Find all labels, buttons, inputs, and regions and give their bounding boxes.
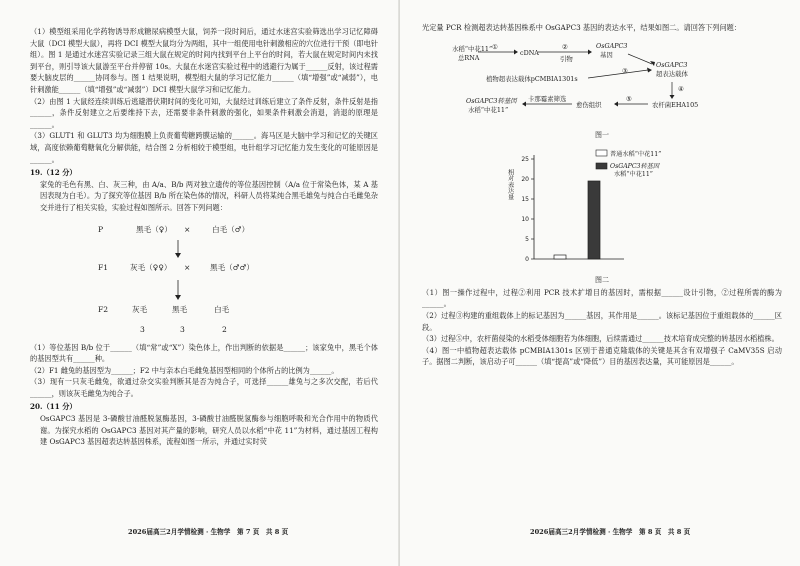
cross-p-female: 黑毛（♀）: [136, 224, 172, 234]
page-7-content: [30, 26, 378, 448]
q20-part4: （4）图一中植物超表达载体 pCMBIA1301s 区别于普通克隆载体的关键是其含有双增强子 CaMV35S 启动子。据图二判断，该启动子可______（填“提高”或“降低”）目的基因表达量，其可能原因是______。: [422, 345, 782, 367]
cross-f1-female: 灰毛（♀♀）: [130, 262, 172, 272]
q18-part2: （2）由图 1 大鼠经连续训练后逃避潜伏期时间的变化可知，大鼠经过训练后建立了条件反射，条件反射是指______，条件反射建立之后要维持下去，还需要非条件刺激的强化，如果条件刺激会消退，消退的原理是______。: [30, 96, 378, 129]
cross-f1-label: F1: [98, 262, 109, 272]
cross-f2-black: 黑毛: [172, 304, 188, 314]
cross-p-label: P: [98, 224, 104, 234]
flow-node-callus: 愈伤组织: [576, 100, 602, 109]
q20-continued: 光定量 PCR 检测超表达转基因株系中 OsGAPC3 基因的表达水平，结果如图二。请回答下列问题：: [422, 23, 742, 32]
q20-intro: OsGAPC3 基因是 3-磷酸甘油醛脱氢酶基因，3-磷酸甘油醛脱氢酶参与细胞呼吸和光合作用中的物质代谢。为探究水稻的 OsGAPC3 基因对其产量的影响，研究人员以水稻“中花 11”为材料，通过基因工程构建 OsGAPC3 基因超表达转基因株系，流程如图一所示，并通过实时荧: [40, 414, 378, 447]
legend-label-transgenic-b: 水稻“中花11”: [614, 171, 653, 179]
flow-node-vector: 植物超表达载体pCMBIA1301s: [486, 74, 578, 83]
flow-step-4: ④: [678, 84, 684, 93]
q18-part1: （1）模型组采用化学药物诱导形成糖尿病模型大鼠，饲养一段时间后，通过水迷宫实验筛选出学习记忆障碍大鼠（DCI 模型大鼠），再将 DCI 模型大鼠均分为两组，其中一组使用电针刺激相应的穴位进行干预（即电针组）。图 1 是通过水迷宫实验记录三组大鼠在规定的时间内找到平台上平台的时间，若大鼠在规定时间内未找到平台，则引导该大鼠游至平台并停留 10s。大鼠在水迷宫实验过程中的逃避行为属于______反射，该过程需要大脑皮层的______协同参与。图 1 结果说明，模型组大鼠的学习记忆能力______（填“增强”或“减弱”），电针刺激能______（填“增强”或“减弱”）DCI 模型大鼠学习和记忆能力。: [30, 27, 378, 94]
cross-lines: [30, 220, 378, 338]
flow-primer: 引物: [560, 54, 573, 63]
page-7-footer: 2026届高三2月学情检测 · 生物学 第 7 页 共 8 页: [128, 528, 289, 536]
flow-node-gene-b: 基因: [600, 50, 613, 59]
q20-part3: （3）过程⑤中，农杆菌侵染的水稻受体细胞若为体细胞，后续需通过______技术培育成完整的转基因水稻植株。: [422, 334, 779, 344]
cross-ratio-grey: 3: [140, 324, 145, 334]
cross-ratio-black: 3: [180, 324, 185, 334]
cross-f2-grey: 灰毛: [132, 304, 148, 314]
cross-ratio-white: 2: [222, 324, 227, 334]
bar-chart-figure-2: [422, 143, 782, 275]
chart-canvas: [422, 143, 782, 275]
bar-transgenic-rice: [588, 181, 600, 259]
cross-f1-times: ×: [184, 262, 191, 272]
legend-swatch-transgenic: [596, 163, 607, 169]
flow-node-agro: 农杆菌EHA105: [652, 100, 699, 109]
chart-y-tick-label: 15: [521, 196, 529, 204]
q18-part3: （3）GLUT1 和 GLUT3 均为细胞膜上负责葡萄糖跨膜运输的______。海马区是大脑中学习和记忆的关键区域，高度依赖葡萄糖氧化分解供能，结合图 2 分析相较于模型组，电针组学习记忆能力发生变化的可能原因是______。: [30, 131, 378, 164]
genetic-cross-diagram: [30, 220, 378, 338]
bar-normal-rice: [554, 255, 566, 259]
figure-1-caption: 图一: [595, 130, 609, 139]
flow-node-rice: 水稻“中花11”: [452, 44, 493, 53]
chart-ylabel: 相对表达量: [506, 169, 514, 201]
flow-step-1: ①: [492, 42, 498, 51]
flow-node-transgenic-b: 水稻“中花11”: [468, 105, 509, 114]
chart-y-tick-label: 10: [521, 216, 529, 224]
chart-y-tick-label: 0: [525, 256, 529, 264]
q20-part1: （1）图一操作过程中，过程②利用 PCR 技术扩增目的基因时，需根据______设计引物，②过程所需的酶为______。: [422, 287, 782, 309]
figure-2-caption: 图二: [595, 276, 609, 285]
chart-y-tick-label: 25: [521, 156, 529, 164]
q19-part2: （2）F1 雌兔的基因型为______；F2 中与亲本白毛雌兔基因型相同的个体所占的比例为______。: [30, 365, 339, 375]
legend-swatch-normal: [596, 150, 607, 156]
flow-selection: 卡那霉素筛选: [528, 94, 567, 103]
page-8: [400, 0, 800, 566]
q19-part1: （1）等位基因 B/b 位于______（填“常”或“X”）染色体上，作出判断的依据是______；该家兔中，黑毛个体的基因型共有______种。: [30, 342, 378, 364]
chart-y-tick-label: 5: [525, 236, 529, 244]
q20-part2: （2）过程③构建的重组载体上的标记基因为______基因，其作用是______。该标记基因位于重组载体的______区段。: [422, 310, 782, 332]
flow-node-construct: OsGAPC3: [656, 60, 688, 69]
cross-f1-male: 黑毛（♂♂）: [210, 262, 254, 272]
flow-step-3: ③: [622, 66, 628, 75]
flow-node-rna: 总RNA: [458, 53, 480, 62]
flow-step-2: ②: [562, 42, 568, 51]
q19-intro: 家兔的毛色有黑、白、灰三种，由 A/a、B/b 两对独立遗传的等位基因控制（A/a 位于常染色体，某 A 基因表现为白毛）。为了探究等位基因 B/b 所在染色体的情况，科研人员将某纯合黑毛雄兔与纯合白毛雌兔杂交并进行了相关实验，实验过程如图所示。回答下列问题：: [40, 179, 378, 212]
legend-label-transgenic: OsGAPC3转基因: [610, 163, 660, 171]
flow-node-gene: OsGAPC3: [596, 41, 628, 50]
q19-part3: （3）现有一只灰毛雌兔，欲通过杂交实验判断其是否为纯合子，可选择______雄兔与之多次交配，若后代______，则该灰毛雌兔为纯合子。: [30, 377, 378, 398]
chart-y-tick-label: 20: [521, 176, 529, 184]
cross-p-times: ×: [184, 224, 191, 234]
cross-p-male: 白毛（♂）: [212, 224, 250, 234]
page-8-footer: 2026届高三2月学情检测 · 生物学 第 8 页 共 8 页: [530, 528, 691, 536]
flowchart-figure-1: [422, 38, 782, 130]
q20-heading: 20.（11 分）: [30, 402, 77, 412]
flow-node-transgenic: OsGAPC3转基因: [466, 96, 517, 105]
cross-f2-label: F2: [98, 304, 109, 314]
page-8-content: [422, 22, 782, 368]
flow-step-5: ⑤: [626, 94, 632, 103]
flow-node-cdna: cDNA: [520, 48, 539, 57]
legend-label-normal: 普通水稻“中花11”: [610, 151, 662, 159]
cross-f2-white: 白毛: [214, 304, 230, 314]
flow-node-construct-b: 超表达载体: [656, 69, 688, 78]
q19-heading: 19.（12 分）: [30, 168, 77, 178]
